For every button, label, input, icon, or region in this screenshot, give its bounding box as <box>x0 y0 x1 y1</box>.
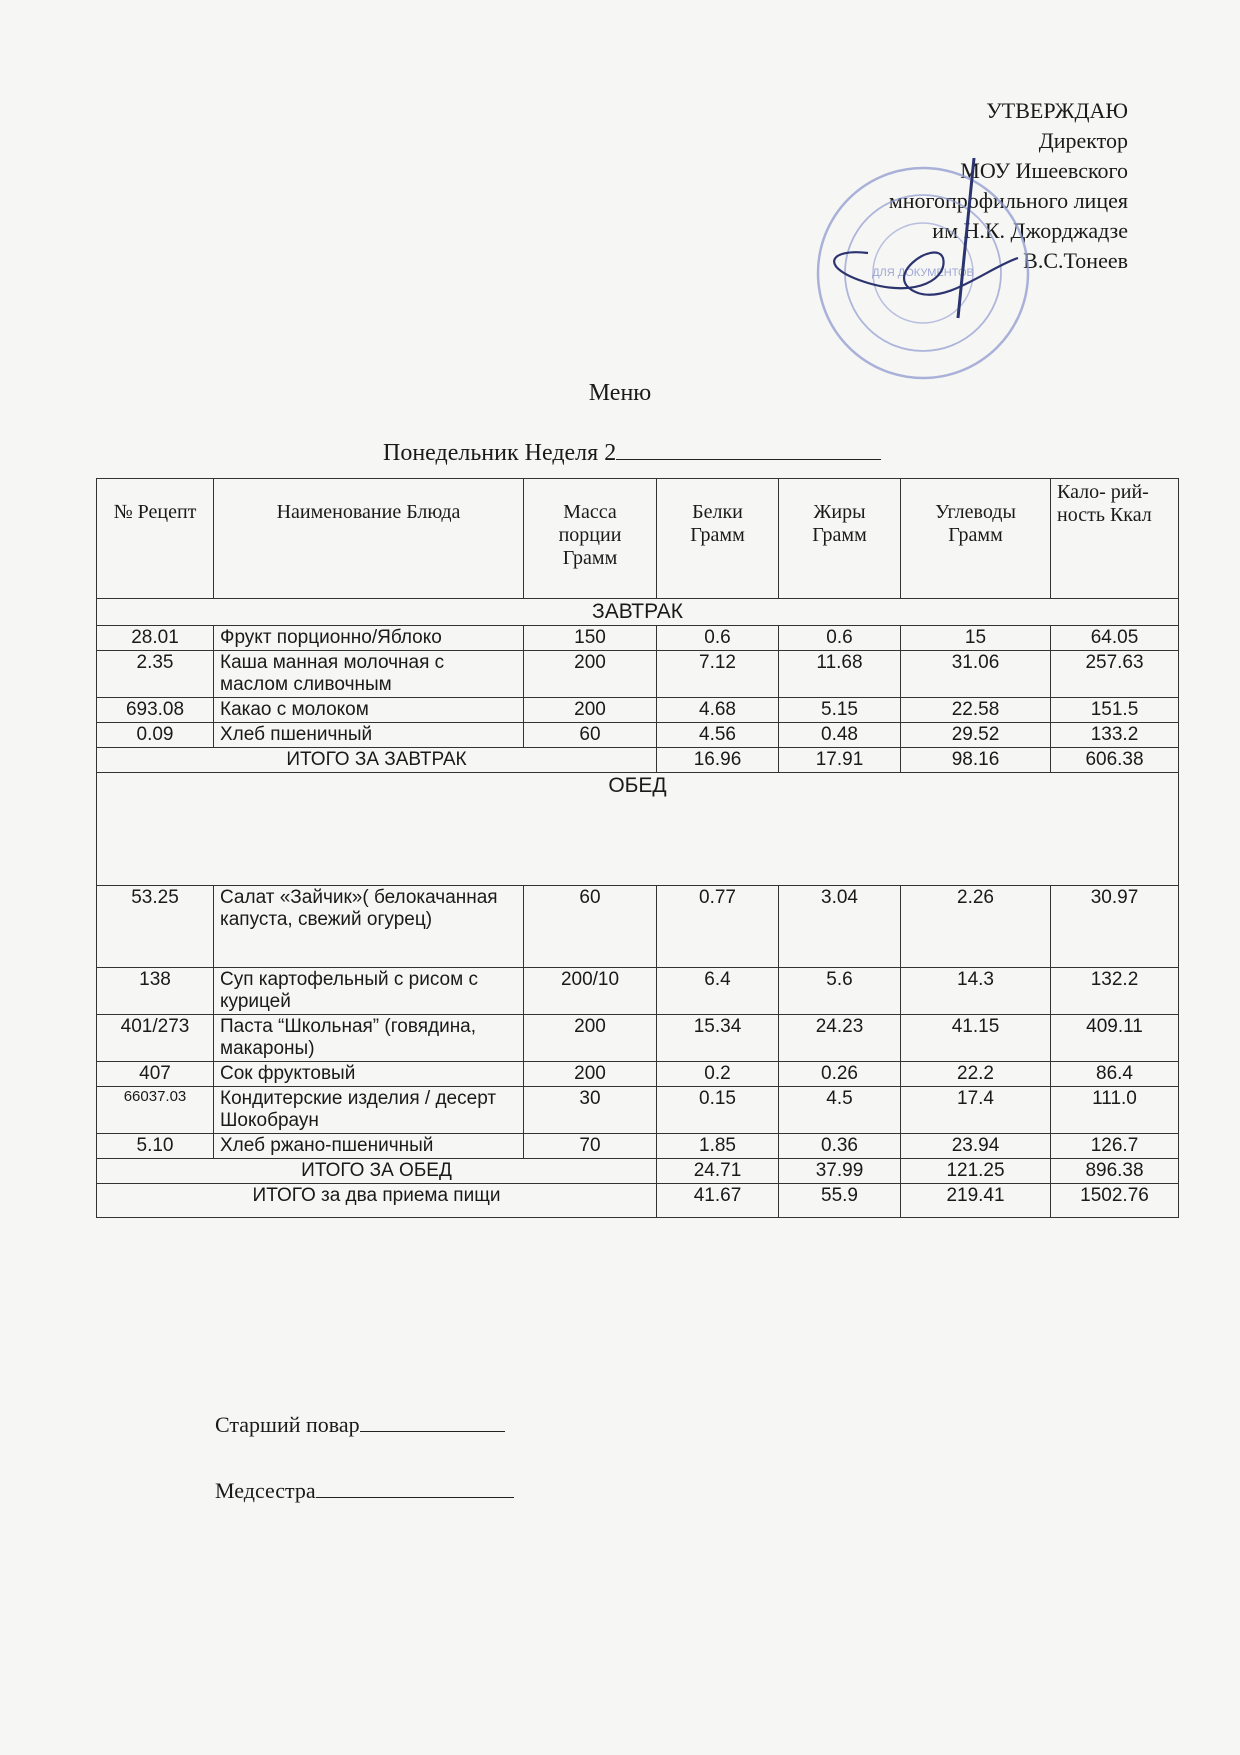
menu-table <box>96 478 1179 1218</box>
total-fat: 55.9 <box>779 1184 901 1218</box>
cell-kcal: 133.2 <box>1051 723 1179 748</box>
section-lunch <box>97 773 1179 886</box>
cell-kcal: 86.4 <box>1051 1062 1179 1087</box>
approval-signer: В.С.Тонеев <box>1023 248 1128 273</box>
cell-fat: 5.15 <box>779 698 901 723</box>
cell-kcal: 126.7 <box>1051 1134 1179 1159</box>
table-row <box>97 626 1179 651</box>
breakfast-total-row <box>97 748 1179 773</box>
cell-fat: 0.36 <box>779 1134 901 1159</box>
table-header-row <box>97 479 1179 599</box>
approval-position: Директор <box>1038 128 1128 153</box>
total-label: ИТОГО ЗА ОБЕД <box>97 1159 657 1184</box>
cell-carbs: 15 <box>901 626 1051 651</box>
total-carbs: 98.16 <box>901 748 1051 773</box>
subtitle-blank-line <box>616 441 881 460</box>
header-mass: Масса порции Грамм <box>524 479 657 599</box>
table-row <box>97 1087 1179 1134</box>
total-label: ИТОГО за два приема пищи <box>97 1184 657 1218</box>
total-carbs: 219.41 <box>901 1184 1051 1218</box>
total-fat: 37.99 <box>779 1159 901 1184</box>
table-row <box>97 1134 1179 1159</box>
cell-recipe: 5.10 <box>97 1134 214 1159</box>
cell-recipe: 0.09 <box>97 723 214 748</box>
header-name: Наименование Блюда <box>214 479 524 599</box>
cell-name: Кондитерские изделия / десерт Шокобраун <box>214 1087 524 1134</box>
cell-fat: 5.6 <box>779 968 901 1015</box>
total-protein: 24.71 <box>657 1159 779 1184</box>
cell-mass: 70 <box>524 1134 657 1159</box>
cell-protein: 6.4 <box>657 968 779 1015</box>
total-kcal: 896.38 <box>1051 1159 1179 1184</box>
cell-kcal: 409.11 <box>1051 1015 1179 1062</box>
section-breakfast <box>97 599 1179 626</box>
cell-recipe: 693.08 <box>97 698 214 723</box>
cell-protein: 0.15 <box>657 1087 779 1134</box>
approval-org-line1: МОУ Ишеевского <box>960 158 1128 183</box>
cell-carbs: 17.4 <box>901 1087 1051 1134</box>
signature-cook-line <box>360 1413 505 1432</box>
table-row <box>97 1015 1179 1062</box>
cell-carbs: 22.58 <box>901 698 1051 723</box>
table-row <box>97 723 1179 748</box>
official-stamp <box>808 158 1038 388</box>
cell-protein: 0.2 <box>657 1062 779 1087</box>
cell-mass: 60 <box>524 723 657 748</box>
section-label: ЗАВТРАК <box>97 599 1179 626</box>
subtitle-text: Понедельник Неделя 2 <box>383 440 617 466</box>
cell-protein: 4.56 <box>657 723 779 748</box>
total-protein: 16.96 <box>657 748 779 773</box>
cell-kcal: 257.63 <box>1051 651 1179 698</box>
cell-carbs: 2.26 <box>901 886 1051 968</box>
cell-mass: 200 <box>524 651 657 698</box>
cell-mass: 200/10 <box>524 968 657 1015</box>
cell-recipe: 407 <box>97 1062 214 1087</box>
header-fat: Жиры Грамм <box>779 479 901 599</box>
signature-cook-label: Старший повар <box>215 1412 360 1437</box>
cell-fat: 0.26 <box>779 1062 901 1087</box>
cell-protein: 0.6 <box>657 626 779 651</box>
cell-carbs: 29.52 <box>901 723 1051 748</box>
section-label: ОБЕД <box>97 773 1179 886</box>
signature-nurse-line <box>316 1479 514 1498</box>
cell-kcal: 132.2 <box>1051 968 1179 1015</box>
cell-kcal: 64.05 <box>1051 626 1179 651</box>
cell-fat: 0.6 <box>779 626 901 651</box>
cell-name: Салат «Зайчик»( белокачанная капуста, свежий огурец) <box>214 886 524 968</box>
cell-carbs: 41.15 <box>901 1015 1051 1062</box>
cell-protein: 1.85 <box>657 1134 779 1159</box>
table-row <box>97 968 1179 1015</box>
cell-mass: 60 <box>524 886 657 968</box>
header-protein: Белки Грамм <box>657 479 779 599</box>
cell-fat: 4.5 <box>779 1087 901 1134</box>
cell-recipe: 2.35 <box>97 651 214 698</box>
cell-mass: 200 <box>524 1062 657 1087</box>
cell-recipe: 401/273 <box>97 1015 214 1062</box>
total-protein: 41.67 <box>657 1184 779 1218</box>
total-label: ИТОГО ЗА ЗАВТРАК <box>97 748 657 773</box>
cell-recipe: 28.01 <box>97 626 214 651</box>
cell-recipe: 138 <box>97 968 214 1015</box>
cell-mass: 200 <box>524 698 657 723</box>
cell-name: Какао с молоком <box>214 698 524 723</box>
total-kcal: 606.38 <box>1051 748 1179 773</box>
cell-fat: 0.48 <box>779 723 901 748</box>
cell-protein: 0.77 <box>657 886 779 968</box>
page-subtitle <box>383 440 881 467</box>
cell-name: Каша манная молочная с маслом сливочным <box>214 651 524 698</box>
cell-fat: 24.23 <box>779 1015 901 1062</box>
table-row <box>97 651 1179 698</box>
page-title: Меню <box>588 380 652 406</box>
cell-mass: 150 <box>524 626 657 651</box>
approval-org-line2: многопрофильного лицея <box>888 188 1128 213</box>
cell-recipe: 53.25 <box>97 886 214 968</box>
cell-protein: 4.68 <box>657 698 779 723</box>
cell-name: Сок фруктовый <box>214 1062 524 1087</box>
cell-mass: 30 <box>524 1087 657 1134</box>
header-kcal: Кало- рий- ность Ккал <box>1051 479 1179 599</box>
cell-name: Паста “Школьная” (говядина, макароны) <box>214 1015 524 1062</box>
stamp-text: ДЛЯ ДОКУМЕНТОВ <box>872 267 974 279</box>
grand-total-row <box>97 1184 1179 1218</box>
cell-fat: 3.04 <box>779 886 901 968</box>
approval-org-line3: им Н.К. Джорджадзе <box>932 218 1128 243</box>
total-kcal: 1502.76 <box>1051 1184 1179 1218</box>
cell-name: Хлеб пшеничный <box>214 723 524 748</box>
cell-protein: 15.34 <box>657 1015 779 1062</box>
signature-nurse <box>215 1478 514 1504</box>
cell-carbs: 22.2 <box>901 1062 1051 1087</box>
table-row <box>97 698 1179 723</box>
cell-kcal: 111.0 <box>1051 1087 1179 1134</box>
cell-protein: 7.12 <box>657 651 779 698</box>
cell-name: Фрукт порционно/Яблоко <box>214 626 524 651</box>
signature-cook <box>215 1412 505 1438</box>
header-recipe: № Рецепт <box>97 479 214 599</box>
cell-name: Хлеб ржано-пшеничный <box>214 1134 524 1159</box>
table-row <box>97 886 1179 968</box>
total-carbs: 121.25 <box>901 1159 1051 1184</box>
cell-kcal: 30.97 <box>1051 886 1179 968</box>
cell-carbs: 14.3 <box>901 968 1051 1015</box>
header-carbs: Углеводы Грамм <box>901 479 1051 599</box>
cell-name: Суп картофельный с рисом с курицей <box>214 968 524 1015</box>
cell-kcal: 151.5 <box>1051 698 1179 723</box>
lunch-total-row <box>97 1159 1179 1184</box>
table-row <box>97 1062 1179 1087</box>
cell-carbs: 31.06 <box>901 651 1051 698</box>
approval-title: УТВЕРЖДАЮ <box>986 98 1128 123</box>
cell-fat: 11.68 <box>779 651 901 698</box>
cell-mass: 200 <box>524 1015 657 1062</box>
cell-carbs: 23.94 <box>901 1134 1051 1159</box>
total-fat: 17.91 <box>779 748 901 773</box>
signature-nurse-label: Медсестра <box>215 1478 316 1503</box>
cell-recipe: 66037.03 <box>97 1087 214 1134</box>
